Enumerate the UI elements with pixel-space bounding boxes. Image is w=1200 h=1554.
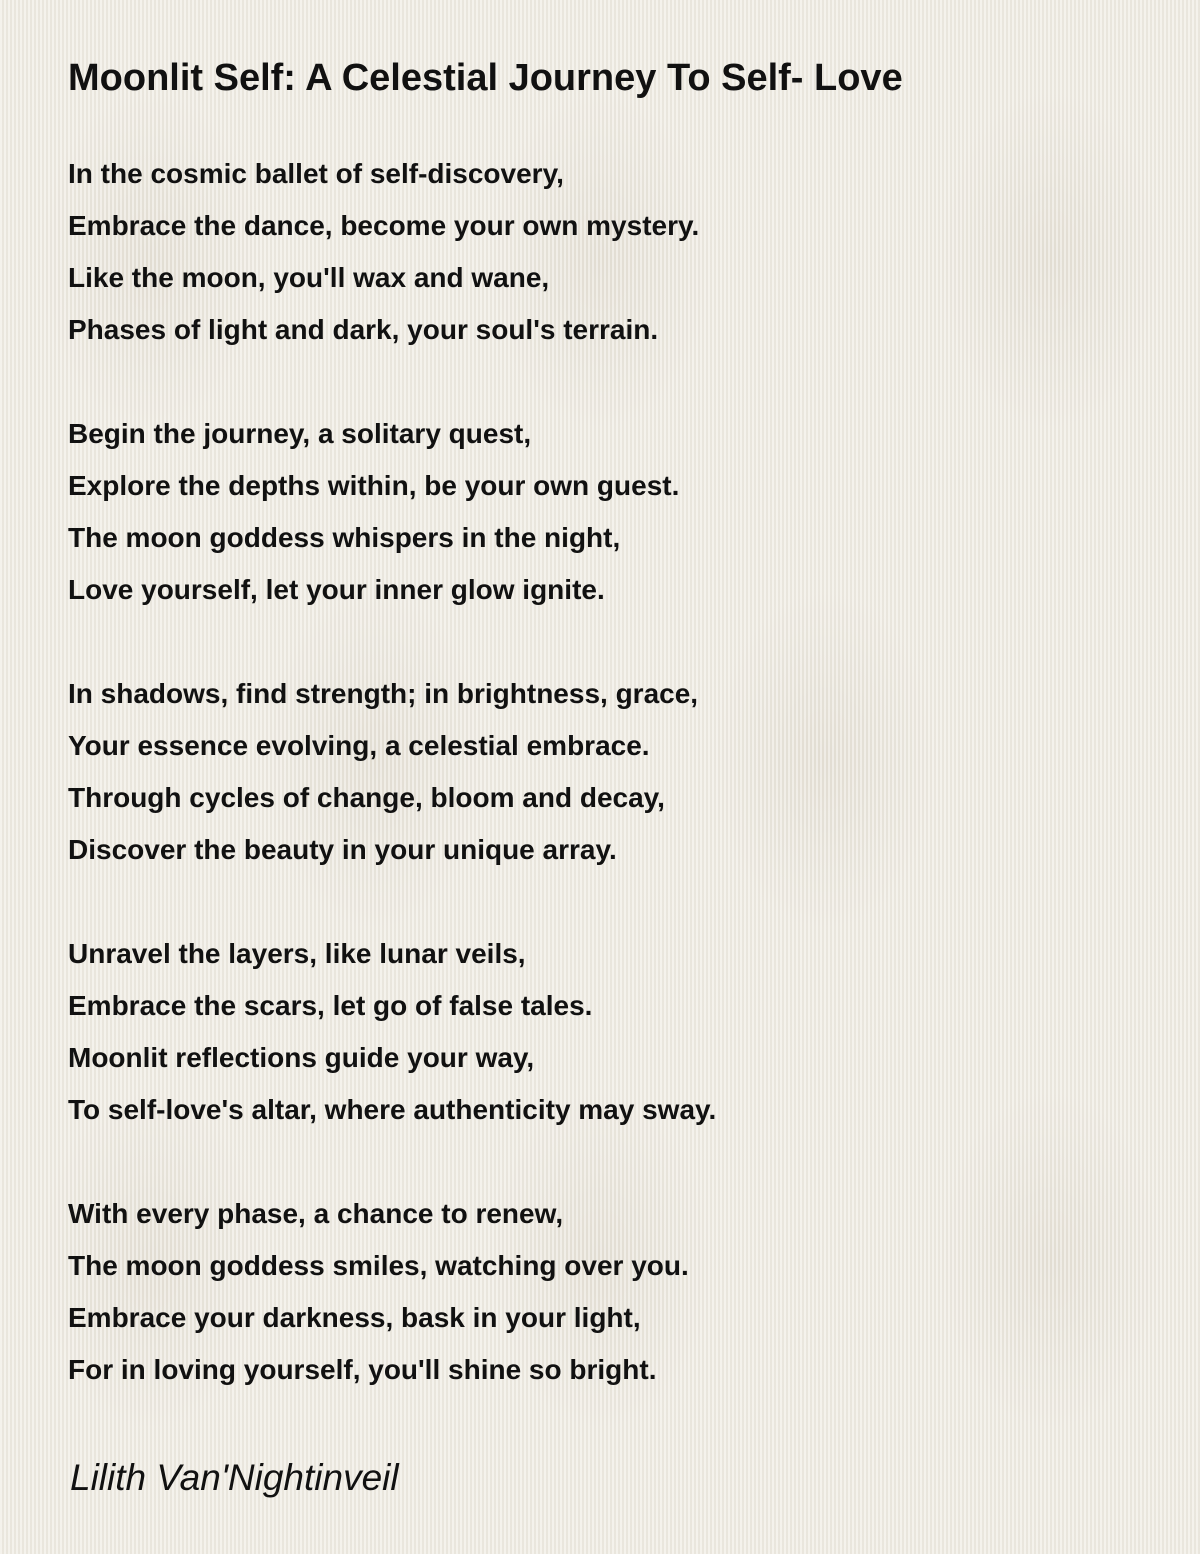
stanza — [68, 668, 1148, 876]
poem-line: The moon goddess smiles, watching over you. — [68, 1250, 689, 1281]
poem-title: Moonlit Self: A Celestial Journey To Self- Love — [68, 57, 903, 99]
poem-line: Begin the journey, a solitary quest, — [68, 418, 532, 449]
poem-line: Explore the depths within, be your own guest. — [68, 470, 680, 501]
poem-line: With every phase, a chance to renew, — [68, 1198, 564, 1229]
poem-line: Embrace your darkness, bask in your light, — [68, 1302, 641, 1333]
stanza — [68, 1188, 1148, 1396]
poem-line: Embrace the dance, become your own mystery. — [68, 210, 700, 241]
poem-line: Phases of light and dark, your soul's terrain. — [68, 314, 659, 345]
poem-line: In the cosmic ballet of self-discovery, — [68, 158, 564, 189]
poem-line: Discover the beauty in your unique array. — [68, 834, 617, 865]
stanza — [68, 928, 1148, 1136]
poem-line: Moonlit reflections guide your way, — [68, 1042, 535, 1073]
poem-line: Unravel the layers, like lunar veils, — [68, 938, 526, 969]
stanza — [68, 148, 1148, 356]
poem-line: To self-love's altar, where authenticity may sway. — [68, 1094, 717, 1125]
poem-line: The moon goddess whispers in the night, — [68, 522, 621, 553]
poem-line: Love yourself, let your inner glow ignite. — [68, 574, 605, 605]
poem-line: Through cycles of change, bloom and decay, — [68, 782, 665, 813]
poem-body — [68, 148, 1148, 1396]
poem-line: For in loving yourself, you'll shine so bright. — [68, 1354, 657, 1385]
poem-line: Your essence evolving, a celestial embrace. — [68, 730, 650, 761]
poem-author: Lilith Van'Nightinveil — [70, 1457, 399, 1498]
poem-line: Like the moon, you'll wax and wane, — [68, 262, 550, 293]
poem-line: Embrace the scars, let go of false tales. — [68, 990, 593, 1021]
poem-page — [68, 52, 1148, 1396]
stanza — [68, 408, 1148, 616]
poem-line: In shadows, find strength; in brightness, grace, — [68, 678, 699, 709]
